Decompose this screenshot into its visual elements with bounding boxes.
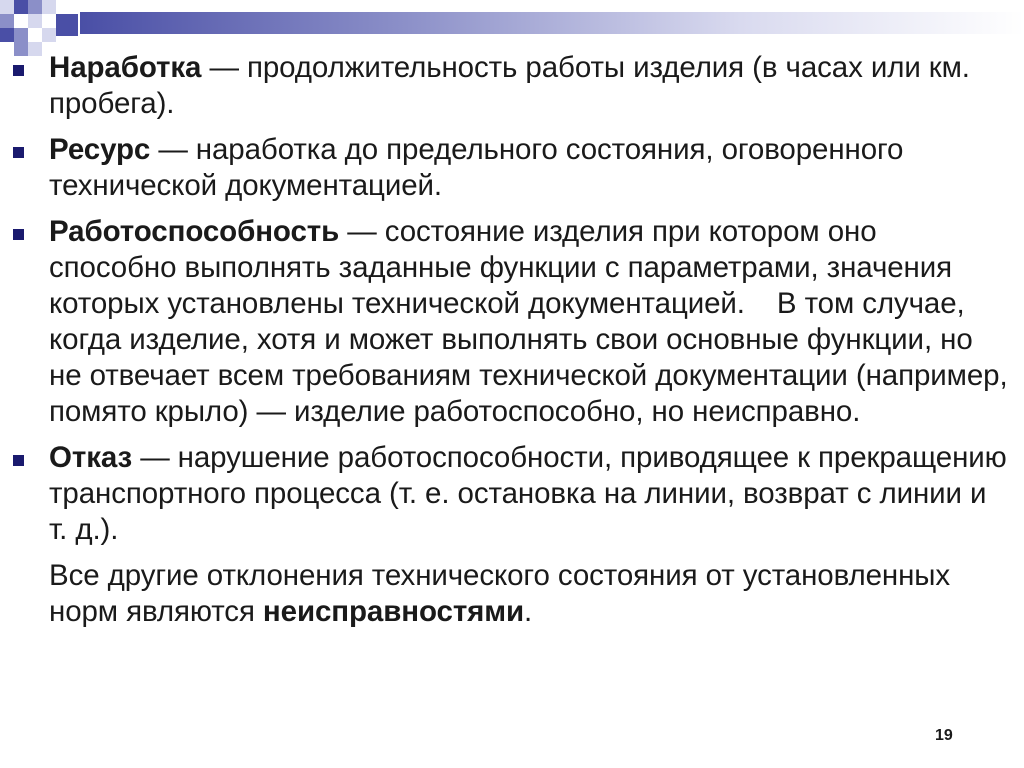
definition-term: Наработка [49,51,202,84]
header-gradient-bar [80,12,1024,34]
definition-term: Ресурс [49,133,151,166]
definition-text: — наработка до предельного состояния, оговоренного технической документацией. [49,133,904,202]
decor-square [14,28,28,42]
slide-content [0,50,1024,630]
definition-text: — продолжительность работы изделия (в часах или км. пробега). [49,51,970,120]
decor-square [14,0,28,14]
definition-text-continued: В том случае, когда изделие, хотя и может выполнять свои основные функции, но не отвечает всем требованиям технической документации (например, помято крыло) — изделие работоспособно, но неисправно. [49,287,1008,428]
decor-square [28,0,42,14]
page-number: 19 [935,727,953,744]
decor-square [28,14,42,28]
definition-term: Отказ [49,441,133,474]
decor-square [0,0,14,14]
decor-square [42,0,56,14]
definition-text: — нарушение работоспособности, приводящее к прекращению транспортного процесса (т. е. остановка на линии, возврат с линии и т. д.). [49,441,1007,546]
decor-square [56,14,78,36]
definition-term: Работоспособность [49,215,340,248]
decor-square [0,14,14,28]
square-bullet-icon [13,229,24,240]
note-prefix: Все другие отклонения технического состояния от установленных норм являются [49,559,951,628]
definition-item [0,50,1024,122]
closing-note [0,558,1024,630]
square-bullet-icon [13,455,24,466]
decor-square [0,28,14,42]
square-bullet-icon [13,147,24,158]
definition-text: — состояние изделия при котором оно способно выполнять заданные функции с параметрами, значения которых установлены технической документацией. [49,215,952,320]
decor-square [42,28,56,42]
note-emphasis: неисправностями [262,595,525,628]
square-bullet-icon [13,65,24,76]
definition-item [0,440,1024,548]
definition-item [0,214,1024,430]
definition-item [0,132,1024,204]
note-suffix: . [524,595,533,628]
